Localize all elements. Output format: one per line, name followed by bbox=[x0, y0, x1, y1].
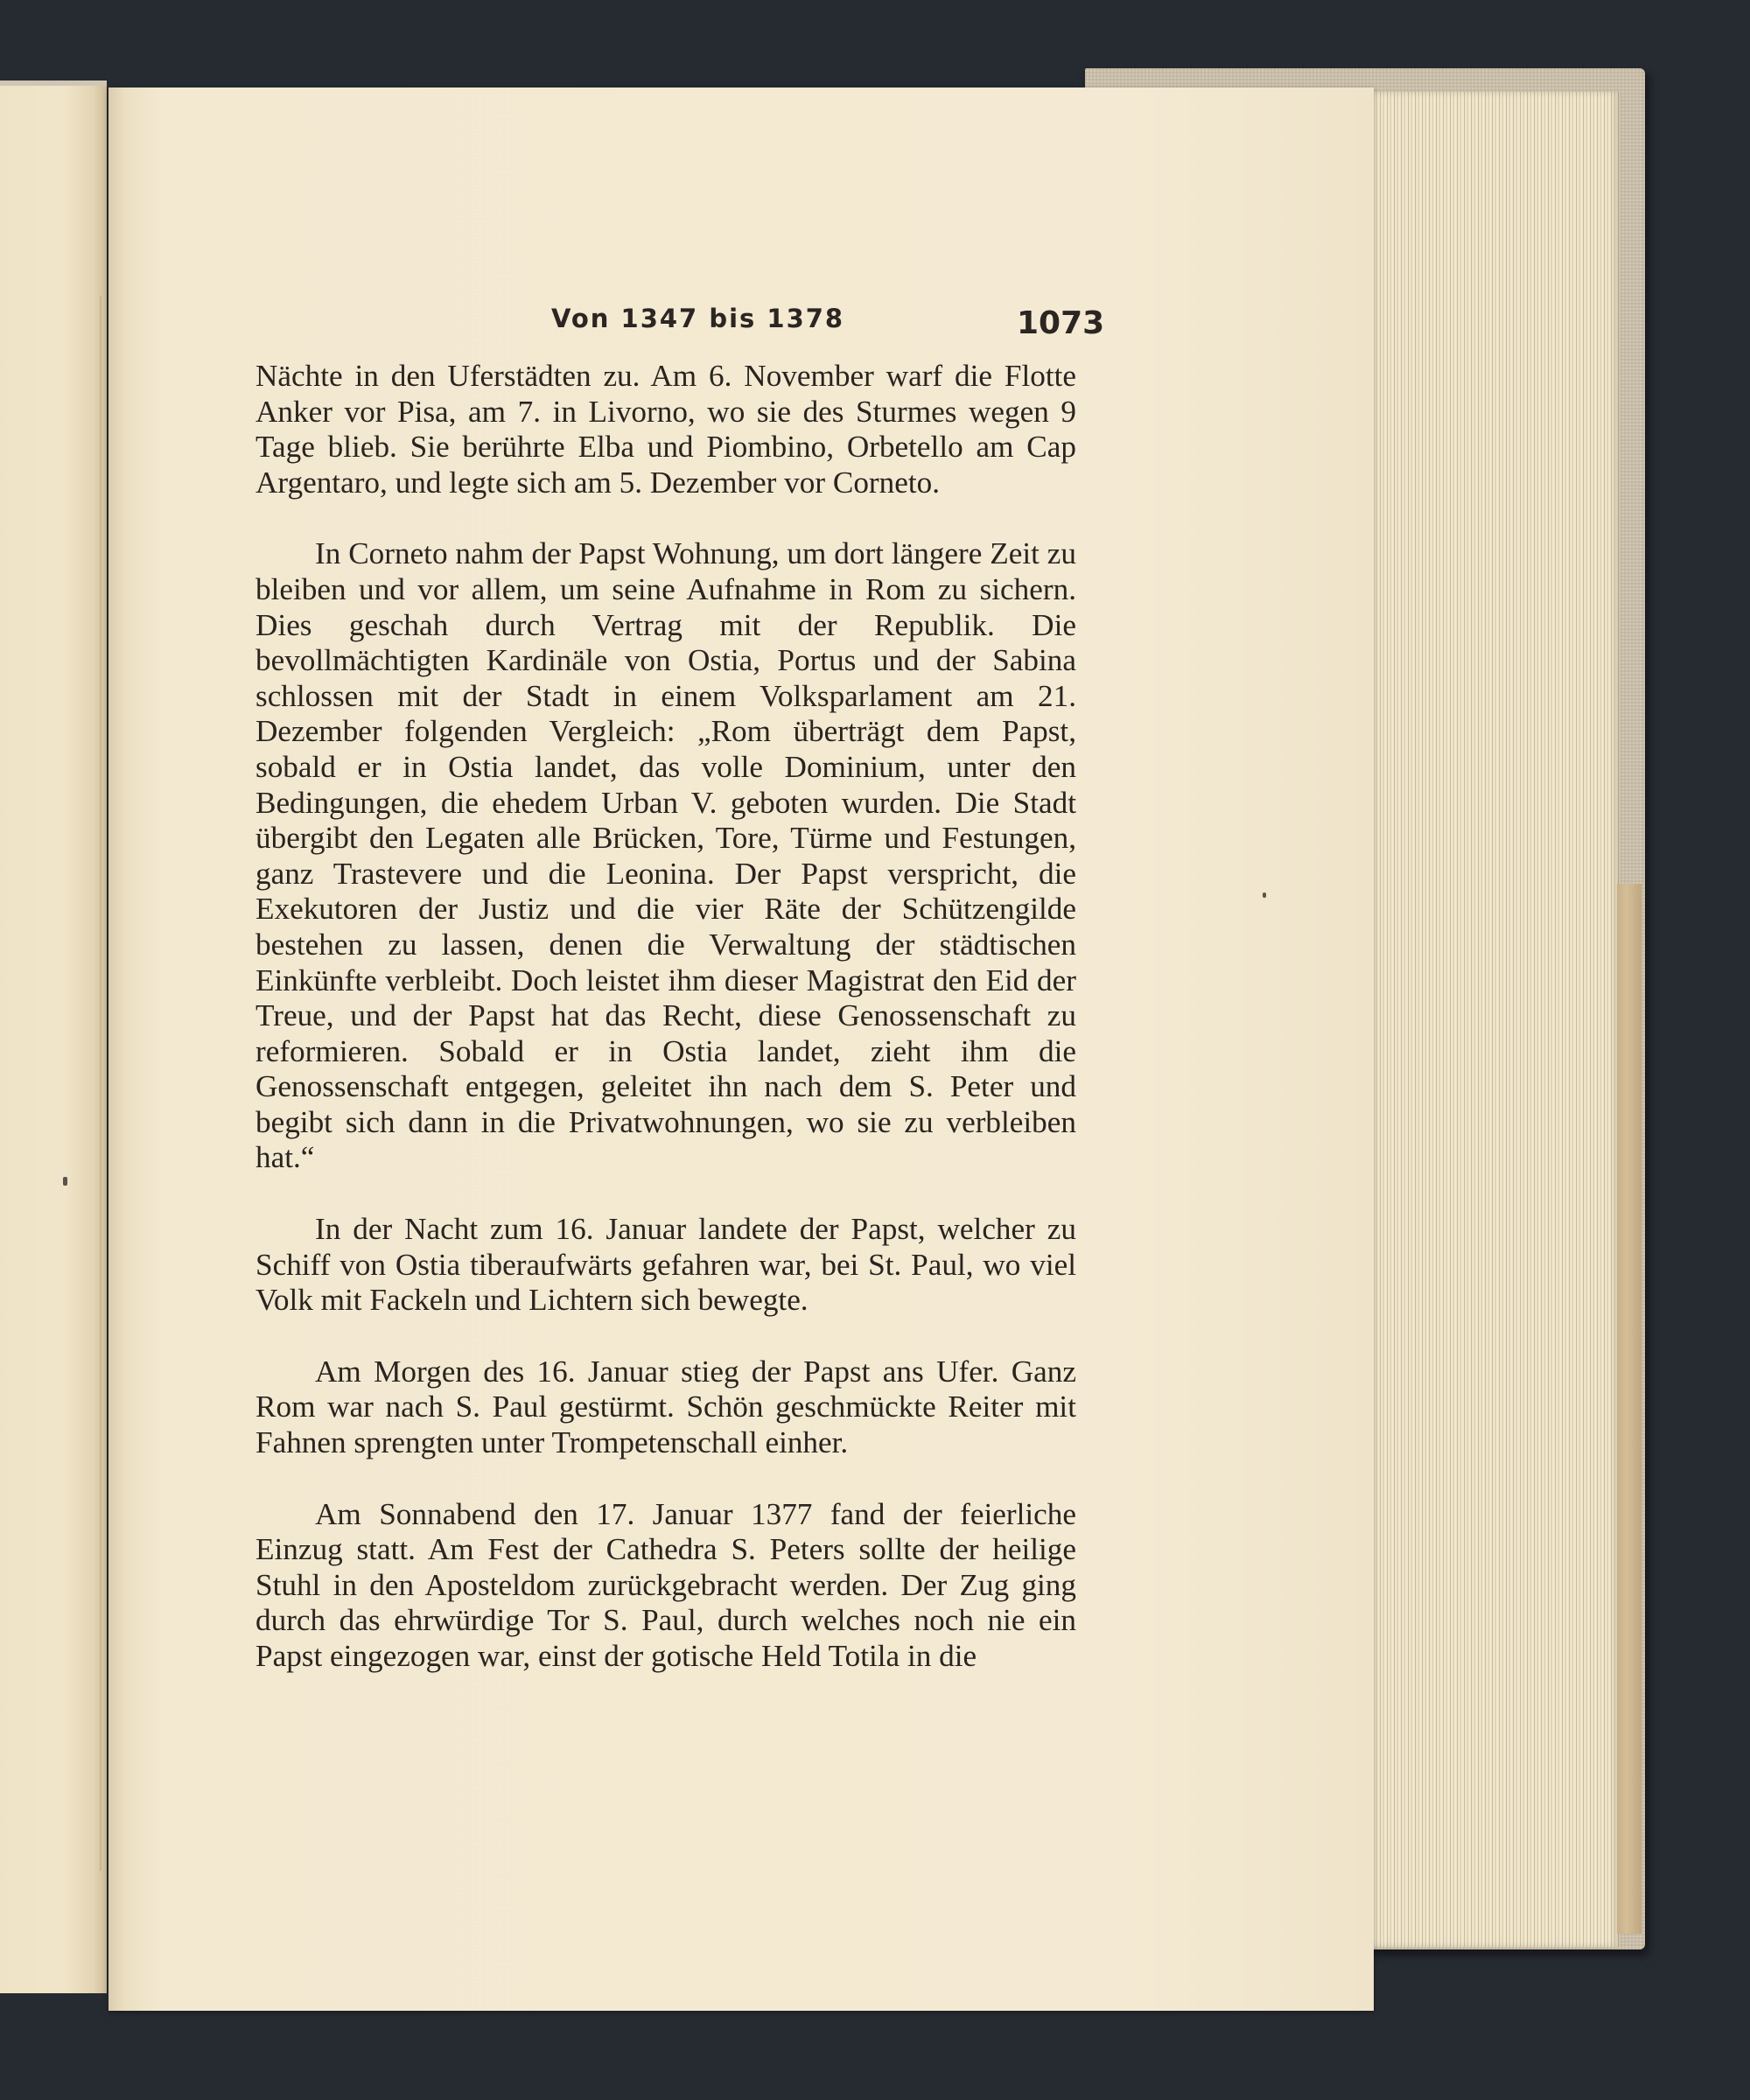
paragraph-1: Nächte in den Uferstädten zu. Am 6. November warf die Flotte Anker vor Pisa, am 7. in Livorno, wo sie des Sturmes wegen 9 Tage blieb. Sie berührte Elba und Piombino, Orbetello am Cap Argentaro, und legte sich am 5. Dezember vor Corneto. bbox=[256, 359, 1076, 500]
page-number: 1073 bbox=[1017, 305, 1105, 341]
ink-speck bbox=[1263, 892, 1266, 898]
paragraph-2: In Corneto nahm der Papst Wohnung, um dort längere Zeit zu bleiben und vor allem, um seine Aufnahme in Rom zu sichern. Dies geschah durch Vertrag mit der Republik. Die bevollmächtigten Kardinäle von Ostia, Portus und der Sabina schlossen mit der Stadt in einem Volksparlament am 21. Dezember folgenden Vergleich: „Rom überträgt dem Papst, sobald er in Ostia landet, das volle Dominium, unter den Bedingungen, die ehedem Urban V. geboten wurden. Die Stadt übergibt den Legaten alle Brücken, Tore, Türme und Festungen, ganz Trastevere und die Leonina. Der Papst verspricht, die Exekutoren der Justiz und die vier Räte der Schützengilde bestehen zu lassen, denen die Verwaltung der städtischen Einkünfte verbleibt. Doch leistet ihm dieser Magistrat den Eid der Treue, und der Papst hat das Recht, diese Genossenschaft zu reformieren. Sobald er in Ostia landet, zieht ihm die Genossenschaft entgegen, geleitet ihn nach dem S. Peter und begibt sich dann in die Privatwohnungen, wo sie zu verbleiben hat.“ bbox=[256, 536, 1076, 1175]
gutter-line bbox=[100, 296, 102, 1871]
paragraph-3: In der Nacht zum 16. Januar landete der Papst, welcher zu Schiff von Ostia tiberaufwärts gefahren war, bei St. Paul, wo viel Volk mit Fackeln und Lichtern sich bewegte. bbox=[256, 1212, 1076, 1318]
page-edge-shadow bbox=[1617, 884, 1642, 1934]
paragraph-5: Am Sonnabend den 17. Januar 1377 fand der feierliche Einzug statt. Am Fest der Cathedra S. Peters sollte der heilige Stuhl in den Aposteldom zurückgebracht werden. Der Zug ging durch das ehrwürdige Tor S. Paul, durch welches noch nie ein Papst eingezogen war, einst der gotische Held Totila in die bbox=[256, 1496, 1076, 1673]
ink-speck bbox=[63, 1177, 67, 1186]
left-page bbox=[0, 80, 107, 1993]
body-text bbox=[256, 359, 1076, 1675]
running-head: Von 1347 bis 1378 bbox=[551, 304, 845, 333]
paragraph-4: Am Morgen des 16. Januar stieg der Papst ans Ufer. Ganz Rom war nach S. Paul gestürmt. Schön geschmückte Reiter mit Fahnen sprengten unter Trompetenschall einher. bbox=[256, 1354, 1076, 1460]
page-edges bbox=[1374, 92, 1620, 1947]
